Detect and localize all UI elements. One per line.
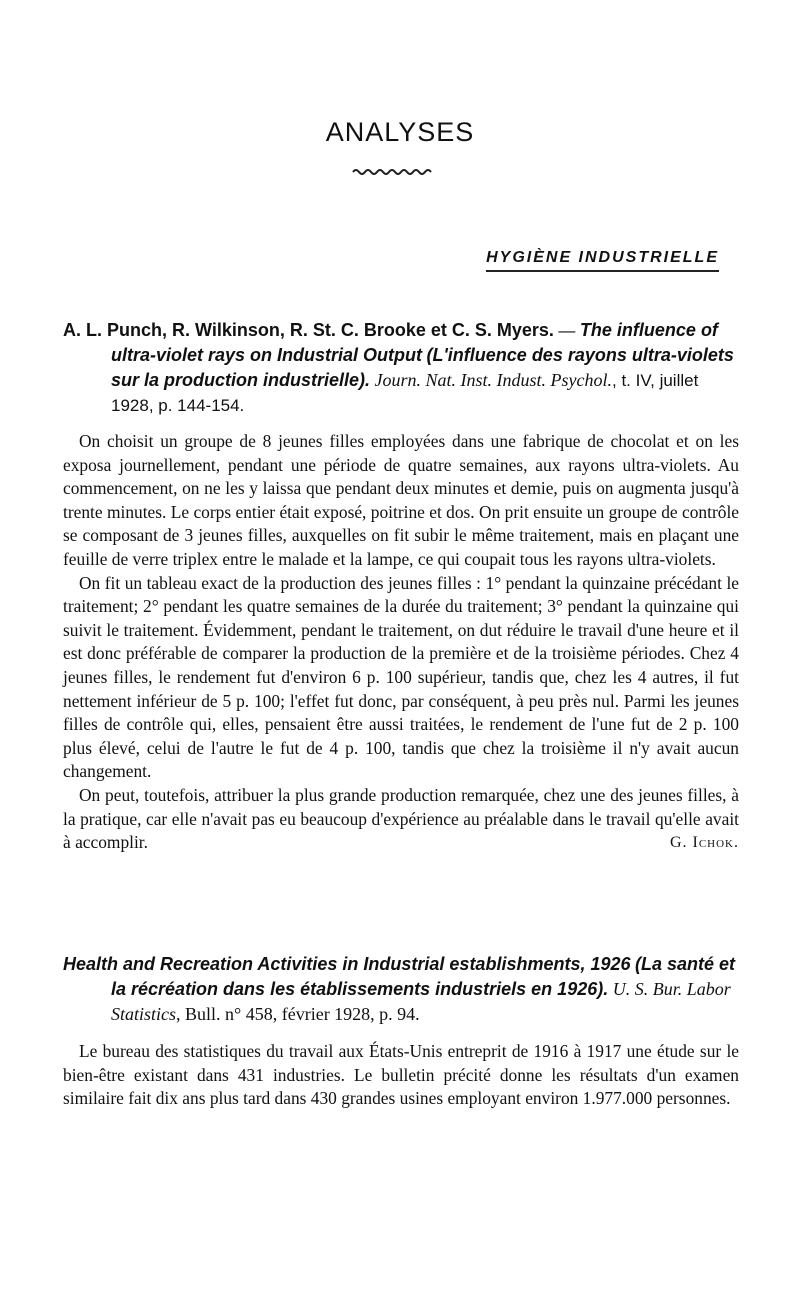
article1-body: [63, 430, 739, 855]
paragraph: On fit un tableau exact de la production des jeunes filles : 1° pendant la quinzaine précédant le traitement; 2° pendant les quatre semaines de la durée du traitement; 3° pendant la quinzaine qui suivit le traitement. Évidemment, pendant le traitement, on dut réduire le travail d'une heure et il est donc préférable de comparer la production de la première et de la troisième périodes. Chez 4 jeunes filles, le rendement fut d'environ 6 p. 100 supérieur, tandis que, chez les 4 autres, il fut nettement inférieur de 5 p. 100; l'effet fut donc, par conséquent, à peu près nul. Parmi les jeunes filles de contrôle qui, elles, pensaient être aussi traitées, le rendement de l'une fut de 2 p. 100 plus élevé, celui de l'autre le fut de 4 p. 100, tandis que chez la troisième il n'y avait aucun changement.: [63, 572, 739, 782]
paragraph-text: On peut, toutefois, attribuer la plus grande production remarquée, chez une des jeunes filles, à la pratique, car elle n'avait pas eu beaucoup d'expérience au préalable dans le travail qu'elle avait à accomplir.: [63, 784, 739, 853]
signature: [654, 831, 739, 855]
page-title: ANALYSES: [325, 117, 475, 147]
paragraph: Le bureau des statistiques du travail aux États-Unis entreprit de 1916 à 1917 une étude sur le bien-être existant dans 431 industries. Le bulletin précité donne les résultats d'un examen similaire fait dix ans plus tard dans 430 grandes usines employant environ 1.977.000 personnes.: [63, 1041, 739, 1109]
article1-details: , t. IV, juillet 1928, p. 144-154.: [111, 371, 699, 415]
article2-title-fr: (La santé et la récréation dans les établissements industriels en 1926).: [111, 954, 736, 999]
article1-authors: A. L. Punch, R. Wilkinson, R. St. C. Brooke et C. S. Myers.: [63, 320, 554, 340]
signature-name: Ichok.: [692, 834, 739, 852]
article2-body: [63, 1040, 739, 1111]
article1-title-en: The influence of ultra-violet rays on Industrial Output: [111, 320, 718, 365]
article1-journal: Journ. Nat. Inst. Indust. Psychol.: [374, 370, 613, 390]
article2-reference: [63, 952, 739, 1027]
paragraph: [63, 784, 739, 855]
article2-title-en: Health and Recreation Activities in Industrial establishments, 1926: [63, 954, 631, 974]
article1-title-fr: (L'influence des rayons ultra-violets sur la production industrielle).: [111, 345, 734, 390]
signature-initial: G.: [669, 834, 688, 852]
article2-source: U. S. Bur. Labor Statistics: [111, 979, 731, 1024]
ornament-divider: [352, 167, 434, 177]
article1-dash: —: [558, 321, 576, 340]
paragraph: On choisit un groupe de 8 jeunes filles employées dans une fabrique de chocolat et on les exposa journellement, pendant une période de quatre semaines, aux rayons ultra-violets. Au commencement, on ne les y laissa que pendant deux minutes et demie, puis on augmenta jusqu'à trente minutes. Le corps entier était exposé, poitrine et dos. On prit ensuite un groupe de contrôle se composant de 3 jeunes filles, auxquelles on fit subir le même traitement, mais en plaçant une feuille de verre triplex entre le malade et la lampe, ce qui coupait tous les rayons ultra-violets.: [63, 431, 739, 569]
section-heading: HYGIÈNE INDUSTRIELLE: [486, 247, 719, 272]
article1-reference: [63, 318, 739, 418]
article2-details: , Bull. n° 458, février 1928, p. 94.: [176, 1004, 420, 1024]
